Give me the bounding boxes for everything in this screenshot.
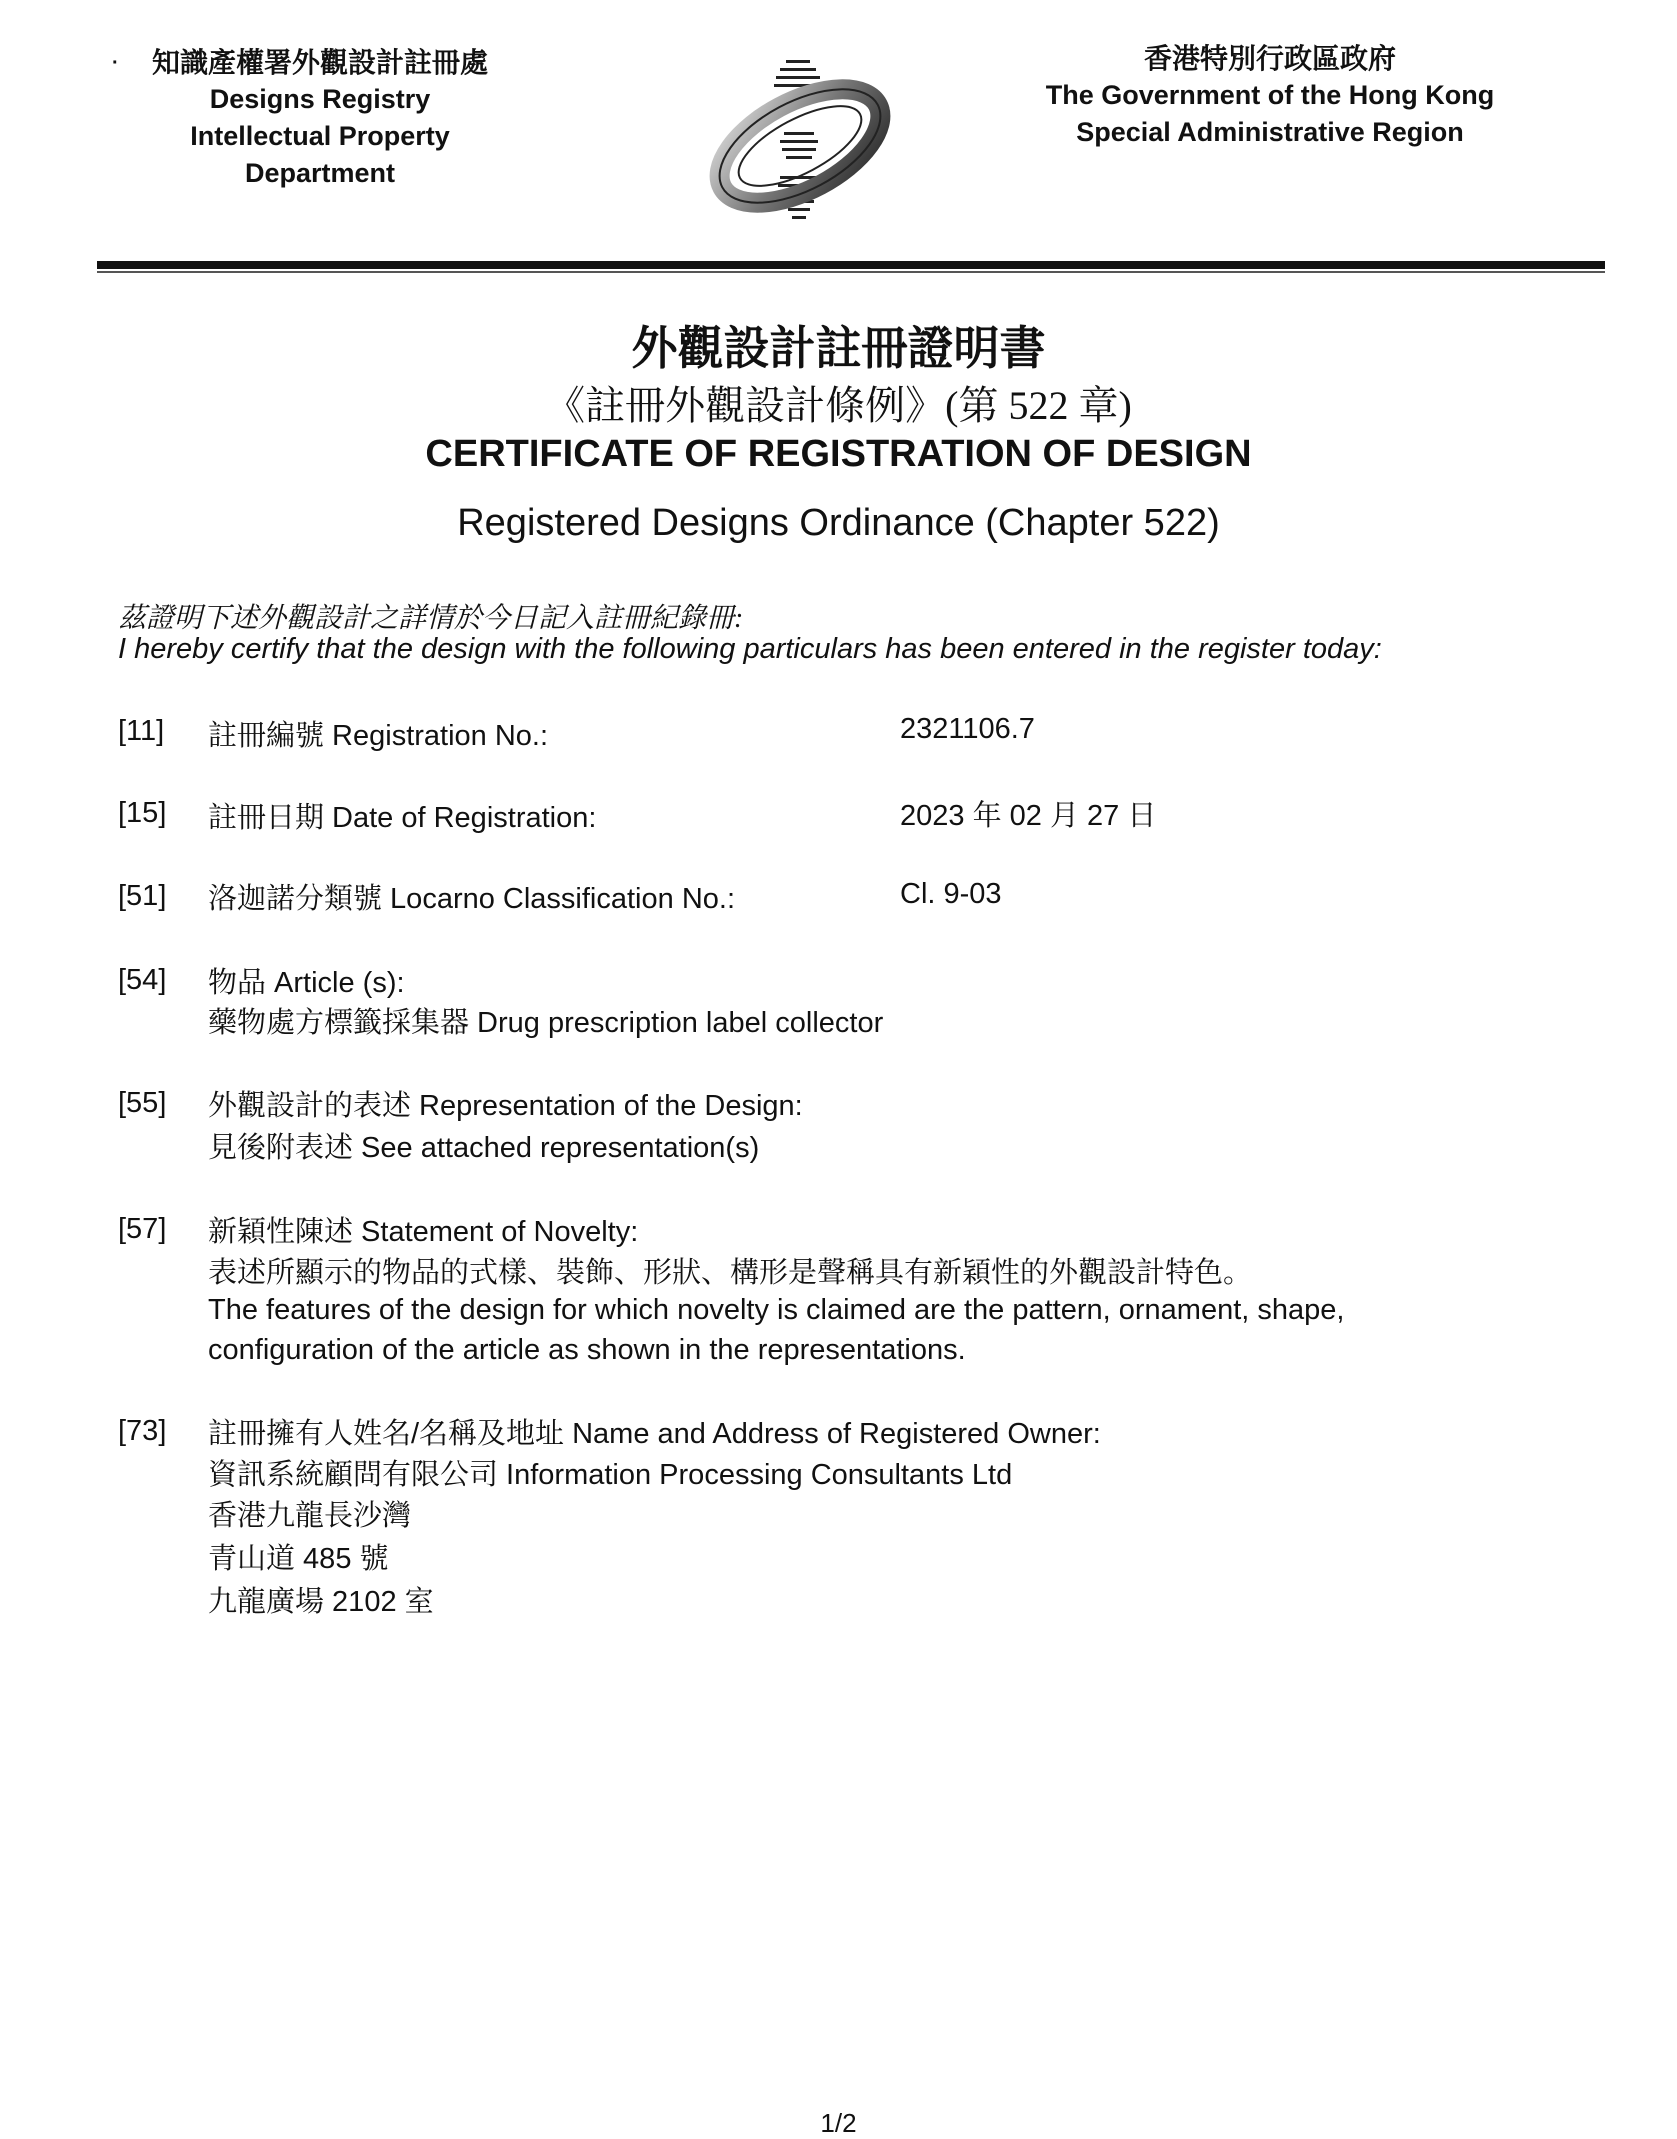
owner-label: 註冊擁有人姓名/名稱及地址 Name and Address of Registered Owner: [208, 1418, 1101, 1450]
header-divider-thin [97, 271, 1605, 273]
article-value: 藥物處方標籤採集器 Drug prescription label collector [208, 1007, 884, 1039]
field-code-51: [51] [118, 880, 167, 912]
department-name-en: Intellectual Property Department [190, 121, 450, 188]
field-code-54: [54] [118, 964, 167, 996]
header-left [120, 44, 520, 192]
government-name-zh: 香港特別行政區政府 [1143, 43, 1396, 74]
representation-label: 外觀設計的表述 Representation of the Design: [208, 1090, 803, 1122]
registration-date-value: 2023 年 02 月 27 日 [900, 800, 1157, 832]
header-right [1030, 40, 1510, 151]
stray-mark: · [112, 52, 119, 74]
owner-address-line3: 九龍廣場 2102 室 [208, 1586, 434, 1618]
page-number: 1/2 [820, 2108, 857, 2138]
locarno-classification-label: 洛迦諾分類號 Locarno Classification No.: [208, 883, 735, 915]
representation-value: 見後附表述 See attached representation(s) [208, 1132, 760, 1164]
registration-date-label: 註冊日期 Date of Registration: [208, 802, 597, 834]
certification-statement-zh: 茲證明下述外觀設計之詳情於今日記入註冊紀錄冊: [118, 603, 744, 634]
field-code-11: [11] [118, 715, 165, 747]
novelty-statement-en-line1: The features of the design for which novelty is claimed are the pattern, ornament, shape, [208, 1294, 1345, 1326]
header-divider [97, 261, 1605, 269]
novelty-label: 新穎性陳述 Statement of Novelty: [208, 1216, 639, 1248]
government-name-en-line1: The Government of the Hong Kong [1045, 80, 1495, 110]
registration-number-label: 註冊編號 Registration No.: [208, 720, 549, 752]
registration-number-value: 2321106.7 [900, 713, 1035, 745]
certificate-title-en: CERTIFICATE OF REGISTRATION OF DESIGN [425, 433, 1252, 475]
registry-name-en: Designs Registry [209, 84, 431, 114]
article-label: 物品 Article (s): [208, 967, 405, 999]
field-code-57: [57] [118, 1213, 167, 1245]
owner-address-line1: 香港九龍長沙灣 [208, 1500, 412, 1532]
hk-government-emblem-icon [700, 58, 900, 228]
locarno-classification-value: Cl. 9-03 [900, 878, 1002, 910]
registry-name-zh: 知識產權署外觀設計註冊處 [151, 47, 488, 78]
government-name-en-line2: Special Administrative Region [1076, 117, 1464, 147]
field-code-55: [55] [118, 1087, 167, 1119]
certification-statement-en: I hereby certify that the design with the following particulars has been entered in the register today: [118, 633, 1382, 665]
certificate-title-zh: 外觀設計註冊證明書 [631, 321, 1046, 375]
owner-address-line2: 青山道 485 號 [208, 1543, 389, 1575]
ordinance-title-en: Registered Designs Ordinance (Chapter 522) [457, 502, 1220, 544]
field-code-15: [15] [118, 797, 167, 829]
ordinance-title-zh: 《註冊外觀設計條例》(第 522 章) [545, 383, 1132, 428]
novelty-statement-en-line2: configuration of the article as shown in the representations. [208, 1334, 966, 1366]
novelty-statement-zh: 表述所顯示的物品的式樣、裝飾、形狀、構形是聲稱具有新穎性的外觀設計特色。 [208, 1257, 1253, 1289]
owner-name: 資訊系統顧問有限公司 Information Processing Consultants Ltd [208, 1459, 1013, 1491]
field-code-73: [73] [118, 1415, 167, 1447]
